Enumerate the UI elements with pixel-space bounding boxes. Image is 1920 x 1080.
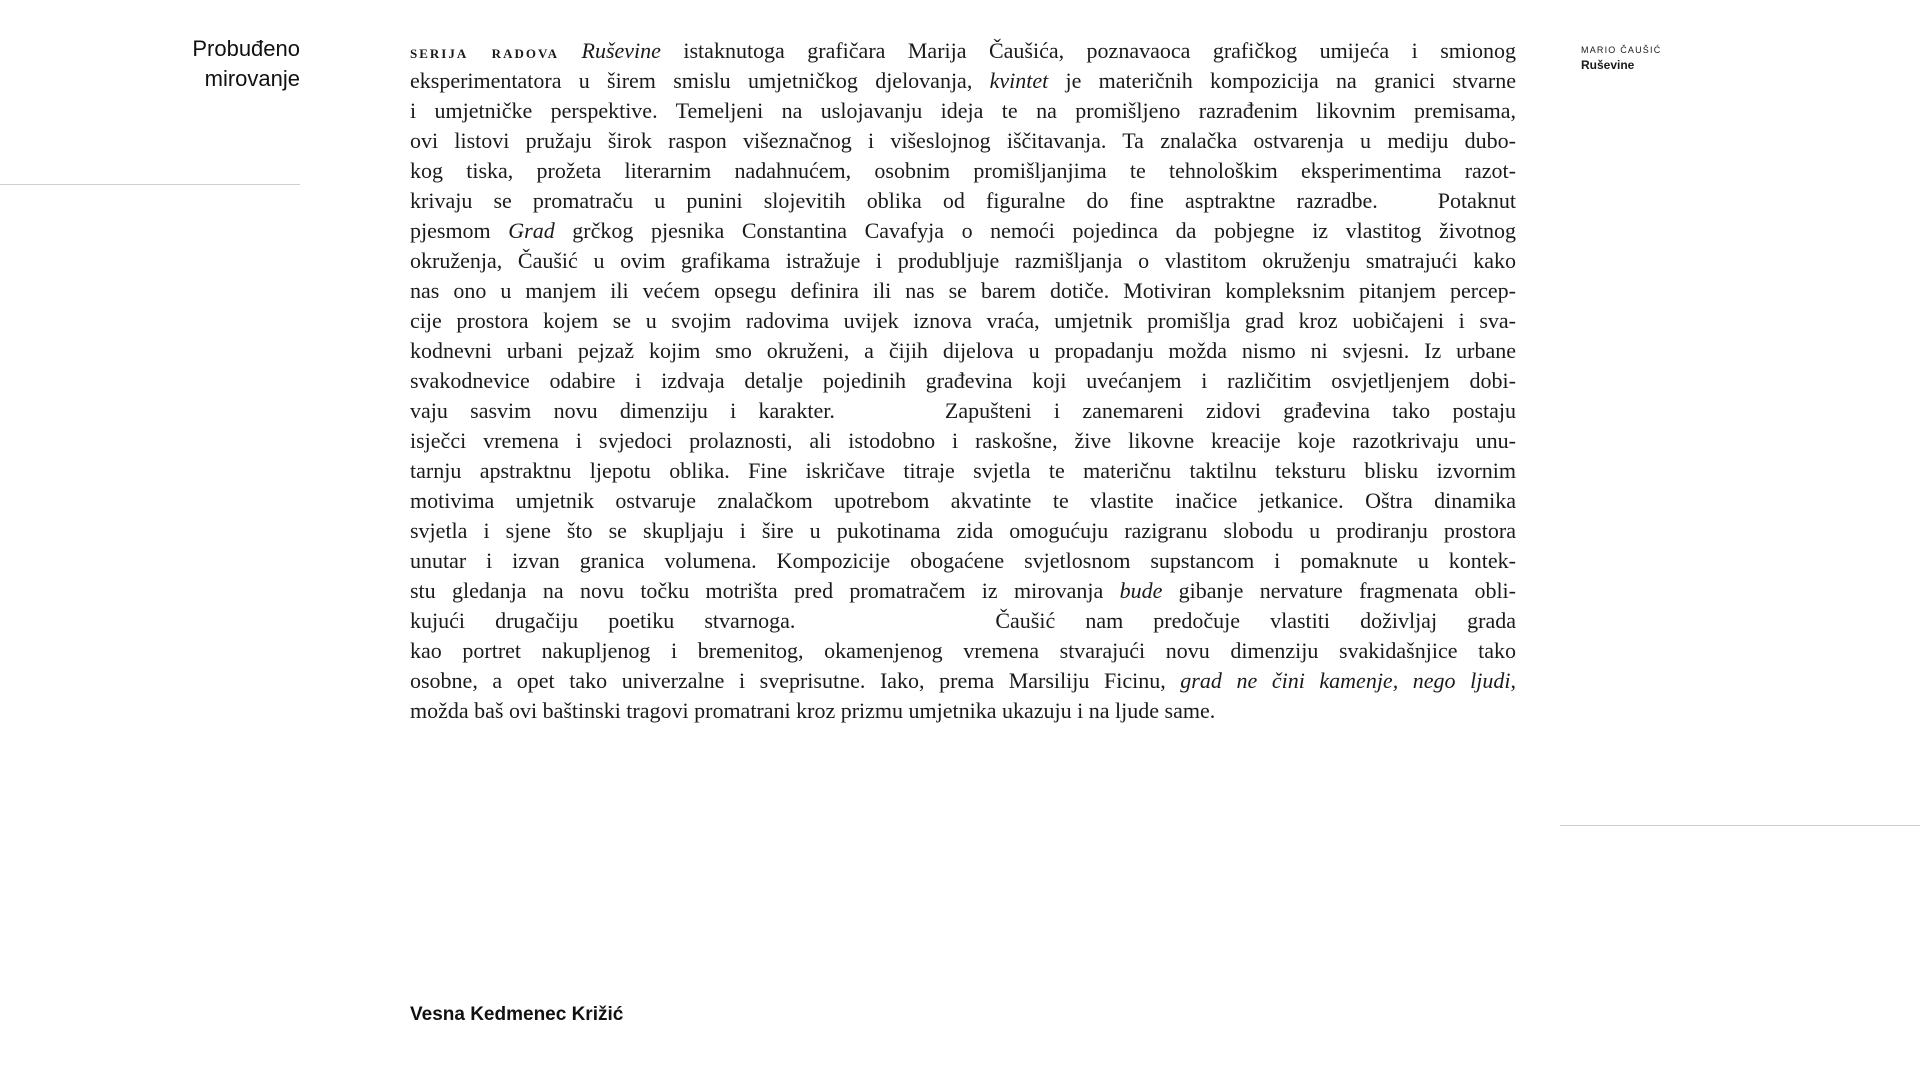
italic-text: kvintet xyxy=(989,68,1049,93)
text-line xyxy=(410,606,1516,636)
text-segment: ovi listovi pružaju širok raspon višeznačnog i višeslojnog iščitavanja. Ta znalačka ostvarenja u mediju dubo- xyxy=(410,128,1516,153)
text-segment: grčkog pjesnika Constantina Cavafyja o nemoći pojedinca da pobjegne iz vlastitog životnog xyxy=(554,218,1517,243)
italic-text: Grad xyxy=(508,218,555,243)
text-segment: svakodnevice odabire i izdvaja detalje pojedinih građevina koji uvećanjem i različitim osvjetljenjem dobi- xyxy=(410,368,1516,393)
text-segment: Čaušić nam predočuje vlastiti doživljaj grada xyxy=(995,608,1516,633)
text-segment: osobne, a opet tako univerzalne i sveprisutne. Iako, prema Marsiliju Ficinu, xyxy=(410,668,1181,693)
text-segment: nas ono u manjem ili većem opsegu definira ili nas se barem dotiče. Motiviran kompleksnim pitanjem percep- xyxy=(410,278,1516,303)
author-byline: Vesna Kedmenec Križić xyxy=(410,1004,624,1025)
article-title-line-1: Probuđeno xyxy=(192,36,300,61)
text-segment: vaju sasvim novu dimenziju i karakter. xyxy=(410,398,835,423)
text-line xyxy=(410,546,1516,576)
text-segment: je materičnih kompozicija na granici stvarne xyxy=(1048,68,1516,93)
italic-text: grad ne čini kamenje, nego ljudi xyxy=(1180,668,1511,693)
text-line xyxy=(410,276,1516,306)
italic-text: bude xyxy=(1119,578,1163,603)
text-line xyxy=(410,36,1516,66)
text-segment: kao portret nakupljenog i bremenitog, okamenjenog vremena stvarajući novu dimenziju svakidašnjice tako xyxy=(410,638,1516,663)
text-line xyxy=(410,336,1516,366)
text-segment: stu gledanja na novu točku motrišta pred promatračem iz mirovanja xyxy=(410,578,1120,603)
text-segment: tarnju apstraktnu ljepotu oblika. Fine iskričave titraje svjetla te materičnu taktilnu teksturu blisku izvornim xyxy=(410,458,1516,483)
text-segment: istaknutoga grafičara Marija Čaušića, poznavaoca grafičkog umijeća i smionog xyxy=(660,38,1516,63)
text-segment: pjesmom xyxy=(410,218,509,243)
text-line xyxy=(410,306,1516,336)
left-divider xyxy=(0,184,300,185)
article-title xyxy=(120,34,300,94)
text-segment: okruženja, Čaušić u ovim grafikama istražuje i produbljuje razmišljanja o vlastitom okruženju smatrajući kako xyxy=(410,248,1516,273)
text-segment: , xyxy=(1510,668,1516,693)
text-segment: kodnevni urbani pejzaž kojim smo okruženi, a čijih dijelova u propadanju možda nismo ni svjesni. Iz urbane xyxy=(410,338,1516,363)
text-line xyxy=(410,186,1516,216)
text-line xyxy=(410,576,1516,606)
text-line xyxy=(410,366,1516,396)
text-segment: motivima umjetnik ostvaruje znalačkom upotrebom akvatinte te vlastite inačice jetkanice. Oštra dinamika xyxy=(410,488,1516,513)
text-line xyxy=(410,126,1516,156)
text-line xyxy=(410,66,1516,96)
text-segment: isječci vremena i svjedoci prolaznosti, ali istodobno i raskošne, žive likovne kreacije koje razotkrivaju unu- xyxy=(410,428,1516,453)
text-segment: kog tiska, prožeta literarnim nadahnućem, osobnim promišljanjima te tehnološkim eksperimentima razot- xyxy=(410,158,1516,183)
text-line xyxy=(410,636,1516,666)
text-segment: kujući drugačiju poetiku stvarnoga. xyxy=(410,608,796,633)
italic-text: Ruševine xyxy=(581,38,661,63)
text-segment: i umjetničke perspektive. Temeljeni na uslojavanju ideja te na promišljeno razrađenim likovnim premisama, xyxy=(410,98,1516,123)
text-segment: Potaknut xyxy=(1437,188,1516,213)
text-line xyxy=(410,516,1516,546)
text-line xyxy=(410,156,1516,186)
artwork-title: Ruševine xyxy=(1581,58,1635,72)
text-segment: možda baš ovi baštinski tragovi promatrani kroz prizmu umjetnika ukazuju i na ljude same. xyxy=(410,698,1216,723)
text-segment: gibanje nervature fragmenata obli- xyxy=(1162,578,1516,603)
text-segment: eksperimentatora u širem smislu umjetničkog djelovanja, xyxy=(410,68,990,93)
text-line xyxy=(410,666,1516,696)
artist-name: MARIO ČAUŠIĆ xyxy=(1581,45,1662,55)
text-segment: svjetla i sjene što se skupljaju i šire u pukotinama zida omogućuju razigranu slobodu u prodiranju prostora xyxy=(410,518,1516,543)
article-title-line-2: mirovanje xyxy=(204,66,300,91)
text-line xyxy=(410,96,1516,126)
text-segment: krivaju se promatraču u punini slojevitih oblika od figuralne do fine asptraktne razradbe. xyxy=(410,188,1378,213)
text-segment: cije prostora kojem se u svojim radovima uvijek iznova vraća, umjetnik promišlja grad kroz uobičajeni i sva- xyxy=(410,308,1516,333)
text-line xyxy=(410,246,1516,276)
text-line xyxy=(410,396,1516,426)
text-line xyxy=(410,456,1516,486)
text-segment: unutar i izvan granica volumena. Kompozicije obogaćene svjetlosnom supstancom i pomaknute u kontek- xyxy=(410,548,1516,573)
article-body xyxy=(410,36,1516,726)
text-line xyxy=(410,216,1516,246)
text-segment: Zapušteni i zanemareni zidovi građevina tako postaju xyxy=(944,398,1516,423)
text-line xyxy=(410,696,1516,726)
text-line xyxy=(410,486,1516,516)
artwork-meta xyxy=(1581,44,1661,73)
right-divider xyxy=(1560,825,1920,826)
text-line xyxy=(410,426,1516,456)
lead-in-smallcaps: serija radova xyxy=(410,42,560,62)
text-segment xyxy=(559,38,581,63)
